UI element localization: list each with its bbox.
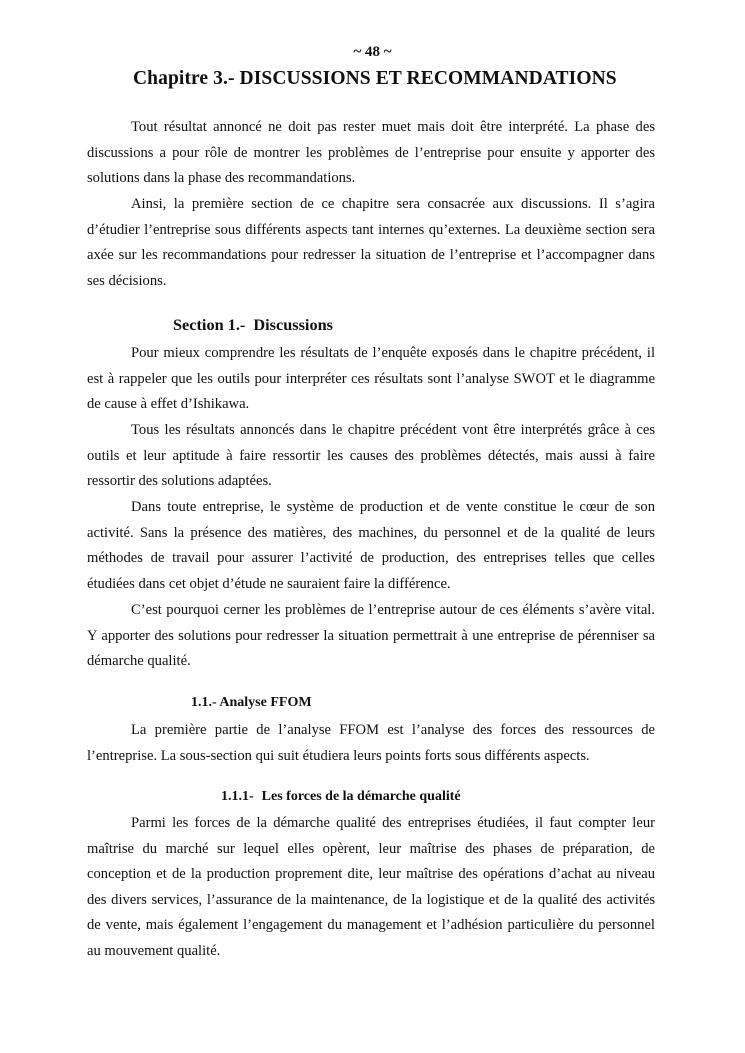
intro-paragraph-1: Tout résultat annoncé ne doit pas rester muet mais doit être interprété. La phase des discussions a pour rôle de montrer les problèmes de l’entreprise pour ensuite y apporter des solutions dans la phase des recommandations. <box>87 119 655 186</box>
section-paragraph-2: Tous les résultats annoncés dans le chapitre précédent vont être interprétés grâce à ces outils et leur aptitude à faire ressortir les causes des problèmes détectés, mais aussi à faire ressortir des solutions adaptées. <box>87 422 655 489</box>
section-number: Section 1.- <box>173 315 246 334</box>
section-paragraph-1: Pour mieux comprendre les résultats de l’enquête exposés dans le chapitre précédent, il est à rappeler que les outils pour interpréter ces résultats sont l’analyse SWOT et le diagramme de cause à effet d’Ishikawa. <box>87 345 655 412</box>
subsubsection-paragraph: Parmi les forces de la démarche qualité des entreprises étudiées, il faut compter leur maîtrise du marché sur lequel elles opèrent, leur maîtrise des phases de préparation, de conception et de la production proprement dite, leur maîtrise des opérations d’achat au niveau des divers services, l’assurance de la maintenance, de la logistique et de la qualité des activités de vente, mais également l’engagement du management et l’adhésion particulière du personnel au mouvement qualité. <box>87 815 655 959</box>
intro-paragraph-2: Ainsi, la première section de ce chapitre sera consacrée aux discussions. Il s’agira d’étudier l’entreprise sous différents aspects tant internes qu’externes. La deuxième section sera axée sur les recommandations pour redresser la situation de l’entreprise et l’accompagner dans ses décisions. <box>87 196 655 289</box>
section-heading <box>173 315 333 335</box>
section-name: Discussions <box>253 315 333 334</box>
subsection-paragraph: La première partie de l’analyse FFOM est l’analyse des forces des ressources de l’entreprise. La sous-section qui suit étudiera leurs points forts sous différents aspects. <box>87 722 655 764</box>
section-paragraph-3: Dans toute entreprise, le système de production et de vente constitue le cœur de son activité. Sans la présence des matières, des machines, du personnel et de la qualité de leurs méthodes de travail pour assurer l’activité de production, des entreprises telles que celles étudiées dans cet objet d’étude ne sauraient faire la différence. <box>87 499 655 592</box>
subsubsection-number: 1.1.1- <box>221 789 254 804</box>
subsubsection-name: Les forces de la démarche qualité <box>261 789 461 804</box>
subsection-heading: 1.1.- Analyse FFOM <box>191 695 312 710</box>
subsubsection-heading <box>221 789 461 805</box>
section-paragraph-4: C’est pourquoi cerner les problèmes de l’entreprise autour de ces éléments s’avère vital. Y apporter des solutions pour redresser la situation permettrait à une entreprise de pérenniser sa démarche qualité. <box>87 602 655 669</box>
chapter-title: Chapitre 3.- DISCUSSIONS ET RECOMMANDATIONS <box>133 68 617 89</box>
page-number: ~ 48 ~ <box>353 44 392 60</box>
